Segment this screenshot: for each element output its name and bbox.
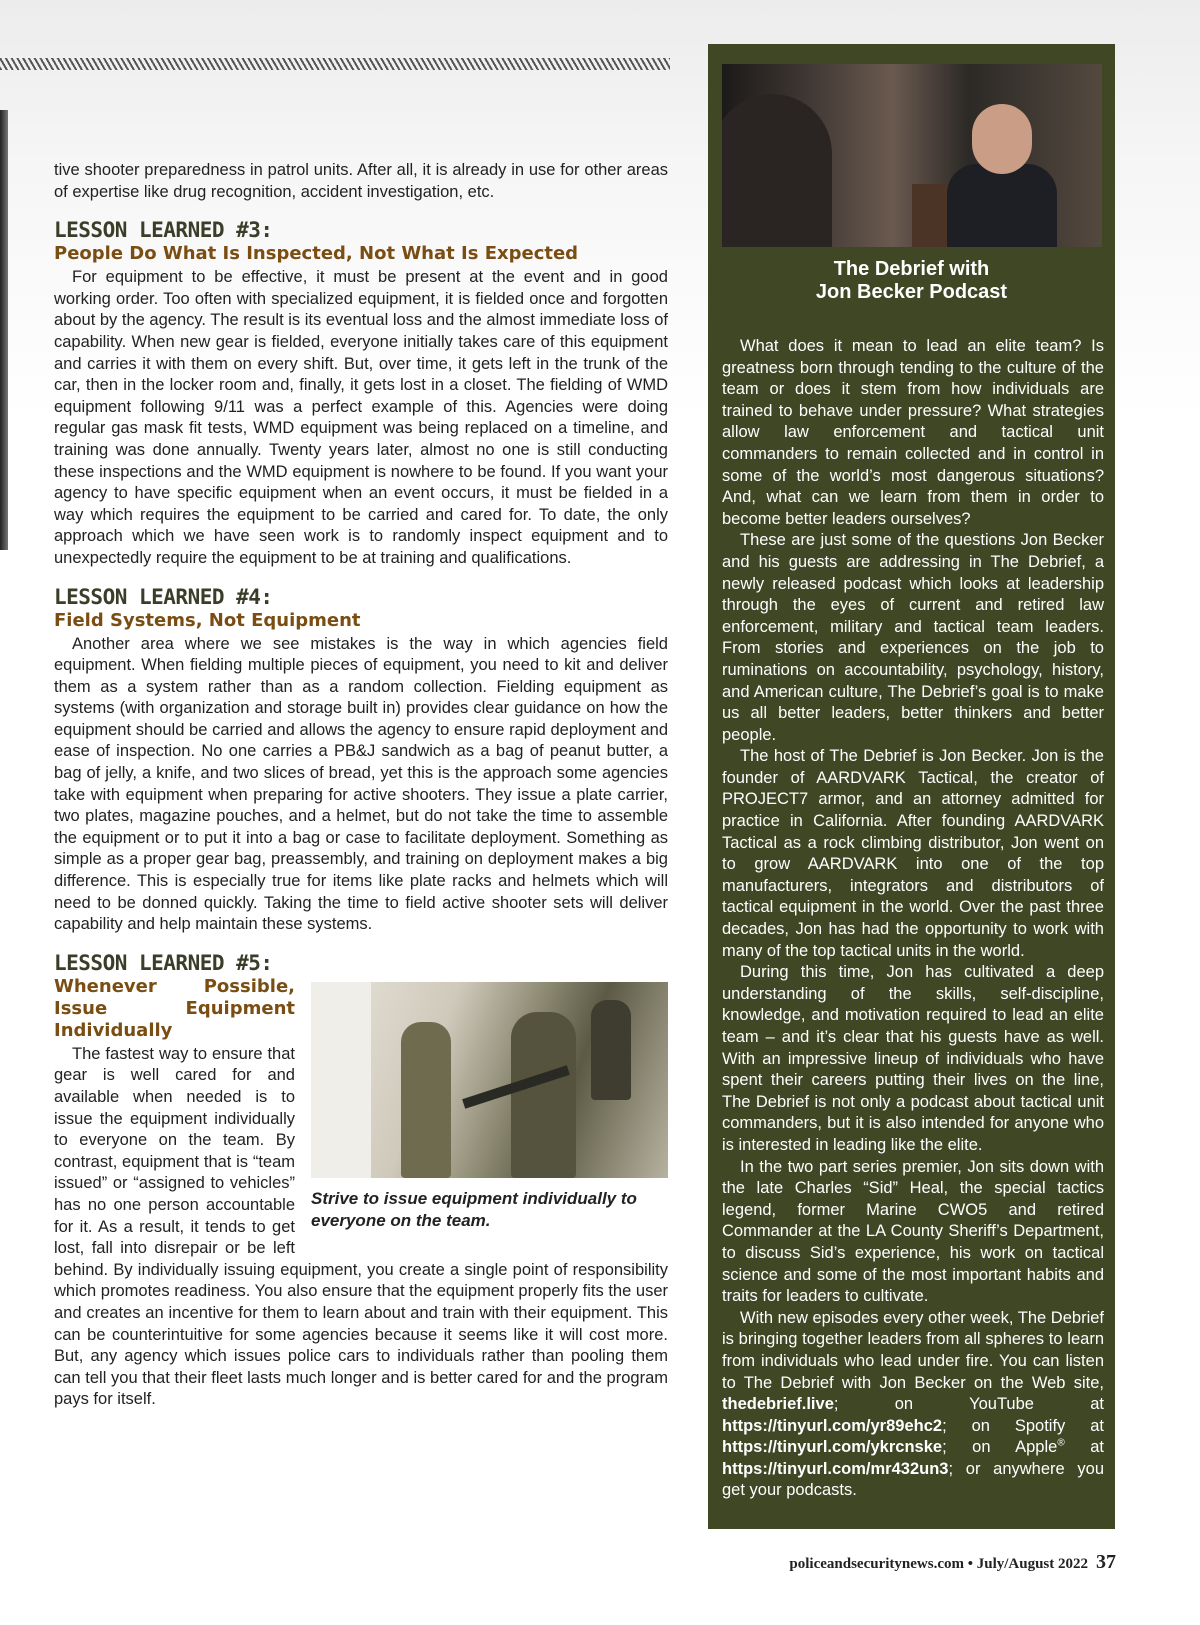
lesson3-label: LESSON LEARNED #3: xyxy=(54,218,273,243)
sidebar-paragraph-3: The host of The Debrief is Jon Becker. Jon is the founder of AARDVARK Tactical, the creator of PROJECT7 armor, and an attorney admitted for practice in California. After founding AARDVARK Tactical as a rock climbing distributor, Jon went on to grow AARDVARK into one of the top manufacturers, integrators and distributors of tactical equipment in the world. Over the past three decades, Jon has had the opportunity to work with many of the top tactical units in the world. xyxy=(722,747,1104,960)
apple-link[interactable]: https://tinyurl.com/mr432un3 xyxy=(722,1459,949,1478)
left-edge-shadow xyxy=(0,110,8,550)
p6-text-a: With new episodes every other week, The Debrief is bringing together leaders from all spheres to learn from individuals who lead under fire. You can listen to The Debrief with Jon Becker on the Web site, xyxy=(722,1308,1104,1392)
registered-mark: ® xyxy=(1057,1437,1065,1449)
podcast-sidebar xyxy=(708,44,1115,1529)
photo-officer-1 xyxy=(401,1022,451,1178)
lesson5-body: The fastest way to ensure that gear is well cared for and available when needed is to issue the equipment individually to everyone on the team. By contrast, equipment that is “team issued” or “assigned to vehicles” has no one person accountable for it. As a result, it tends to get lost, fall into disrepair or be left behind. By individually issuing equipment, you create a single point of responsibility which promotes readiness. You also ensure that the equipment properly fits the user and creates an incentive for them to learn about and train with their equipment. This can be counterintuitive for some agencies because it seems like it will cost more. But, any agency which issues police cars to individuals rather than pooling them can tell you that their fleet lasts much longer and is better cared for and the program pays for itself. xyxy=(54,1044,668,1409)
photo-officer-3 xyxy=(591,1000,631,1100)
sidebar-paragraph-4: During this time, Jon has cultivated a deep understanding of the skills, self-discipline, knowledge, and motivation required to lead an elite team – and it’s clear that his guests have as well. With an impressive lineup of individuals who have spent their careers putting their lives on the line, The Debrief is not only a podcast about tactical unit commanders, but it is also intended for anyone who is interested in leading like the elite. xyxy=(722,963,1104,1154)
tactical-team-photo xyxy=(311,982,668,1178)
p6-text-f: ; or anywhere you get your podcasts. xyxy=(722,1459,1104,1500)
lesson4-body: Another area where we see mistakes is the way in which agencies field equipment. When fielding multiple pieces of equipment, you need to kit and deliver them as a system rather than as a random collection. Fielding equipment as systems (with organization and storage built in) provides clear guidance on how the equipment should be carried and allows the agency to ensure rapid deployment and ease of inspection. No one carries a PB&J sandwich as a bag of peanut butter, a bag of jelly, a knife, and two slices of bread, yet this is the approach some agencies take with equipment when preparing for active shooters. They issue a plate carrier, two plates, magazine pouches, and a helmet, but do not take the time to assemble the equipment or to put it into a bag or case to facilitate deployment. Something as simple as a proper gear bag, preassembly, and training on deployment makes a big difference. This is especially true for items like plate racks and helmets which will need to be donned quickly. Taking the time to field active shooter sets will deliver capability and help maintain these systems. xyxy=(54,634,668,934)
lesson3-body: For equipment to be effective, it must be present at the event and in good working order. Too often with specialized equipment, it is fielded once and forgotten about by the agency. The result is its eventual loss and the almost immediate loss of capability. When new gear is fielded, everyone initially takes care of this equipment and carries it with them on every shift. But, over time, it gets left in the trunk of the car, then in the locker room and, finally, it gets lost in a closet. The fielding of WMD equipment following 9/11 was a perfect example of this. Agencies were doing regular gas mask fit tests, WMD equipment was being replaced on a timeline, and training was done annually. Twenty years later, almost no one is still conducting these inspections and the WMD equipment is nowhere to be found. If you want your agency to have specific equipment when an event occurs, it must be fielded in a way which requires the equipment to be carried and cared for. To date, the only approach which we have seen work is to randomly inspect equipment and to unexpectedly require the equipment to be at training and qualifications. xyxy=(54,268,668,567)
page-footer xyxy=(789,1551,1116,1574)
sidebar-paragraph-2: These are just some of the questions Jon Becker and his guests are addressing in The Debrief, a newly released podcast which looks at leadership through the eyes of current and retired law enforcement, military and tactical team leaders. From stories and experiences on the job to ruminations on accountability, psychology, history, and American culture, The Debrief’s goal is to make us all better leaders, better thinkers and better people. xyxy=(722,531,1104,744)
lesson3-title: People Do What Is Inspected, Not What Is Expected xyxy=(54,243,579,265)
sidebar-title-line2: Jon Becker Podcast xyxy=(815,281,1008,303)
sidebar-body xyxy=(722,336,1104,1502)
intro-paragraph: tive shooter preparedness in patrol units. After all, it is already in use for other areas of expertise like drug recognition, accident investigation, etc. xyxy=(54,161,668,201)
sidebar-paragraph-6 xyxy=(722,1308,1104,1502)
photo-caption: Strive to issue equipment individually to everyone on the team. xyxy=(311,1188,637,1230)
podcast-host-photo xyxy=(722,64,1102,247)
youtube-link[interactable]: https://tinyurl.com/yr89ehc2 xyxy=(722,1416,943,1435)
lesson5-label: LESSON LEARNED #5: xyxy=(54,950,273,975)
decorative-hatch-rule xyxy=(0,58,670,70)
p6-text-b: ; on YouTube at xyxy=(833,1395,1104,1414)
p6-text-d: ; on Apple xyxy=(942,1438,1058,1457)
photo-host-body xyxy=(947,164,1057,247)
sidebar-title-line1: The Debrief with xyxy=(833,258,990,280)
photo-door xyxy=(311,982,371,1178)
photo-officer-2 xyxy=(511,1012,576,1178)
tactical-team-photo-figure xyxy=(311,982,668,1240)
lesson5-section xyxy=(54,976,668,1411)
lesson4-title: Field Systems, Not Equipment xyxy=(54,609,361,631)
photo-host-head xyxy=(972,104,1032,174)
spotify-link[interactable]: https://tinyurl.com/ykrcnske xyxy=(722,1438,943,1457)
page-number: 37 xyxy=(1096,1551,1116,1573)
website-link[interactable]: thedebrief.live xyxy=(722,1395,834,1414)
lesson5-title: Whenever Possible, Issue Equipment Individually xyxy=(54,975,295,1041)
sidebar-paragraph-1: What does it mean to lead an elite team? Is greatness born through tending to the culture of the team or does it stem from how individuals are trained to behave under pressure? What strategies allow law enforcement and tactical unit commanders to remain collected and in control in some of the world’s most dangerous situations? And, what can we learn from them in order to become better leaders ourselves? xyxy=(722,337,1104,528)
sidebar-title xyxy=(708,258,1115,304)
photo-foreground-head xyxy=(722,94,832,247)
footer-site-date: policeandsecuritynews.com • July/August 2022 xyxy=(789,1556,1088,1572)
lesson4-label: LESSON LEARNED #4: xyxy=(54,584,273,609)
sidebar-paragraph-5: In the two part series premier, Jon sits down with the late Charles “Sid” Heal, the special tactics legend, former Marine CWO5 and retired Commander at the LA County Sheriff’s Department, to discuss Sid’s experience, his work on tactical science and some of the most important habits and traits for leaders to cultivate. xyxy=(722,1157,1104,1306)
p6-text-e: at xyxy=(1090,1438,1104,1457)
p6-text-c: ; on Spotify at xyxy=(942,1416,1104,1435)
main-article-column xyxy=(54,160,668,1411)
